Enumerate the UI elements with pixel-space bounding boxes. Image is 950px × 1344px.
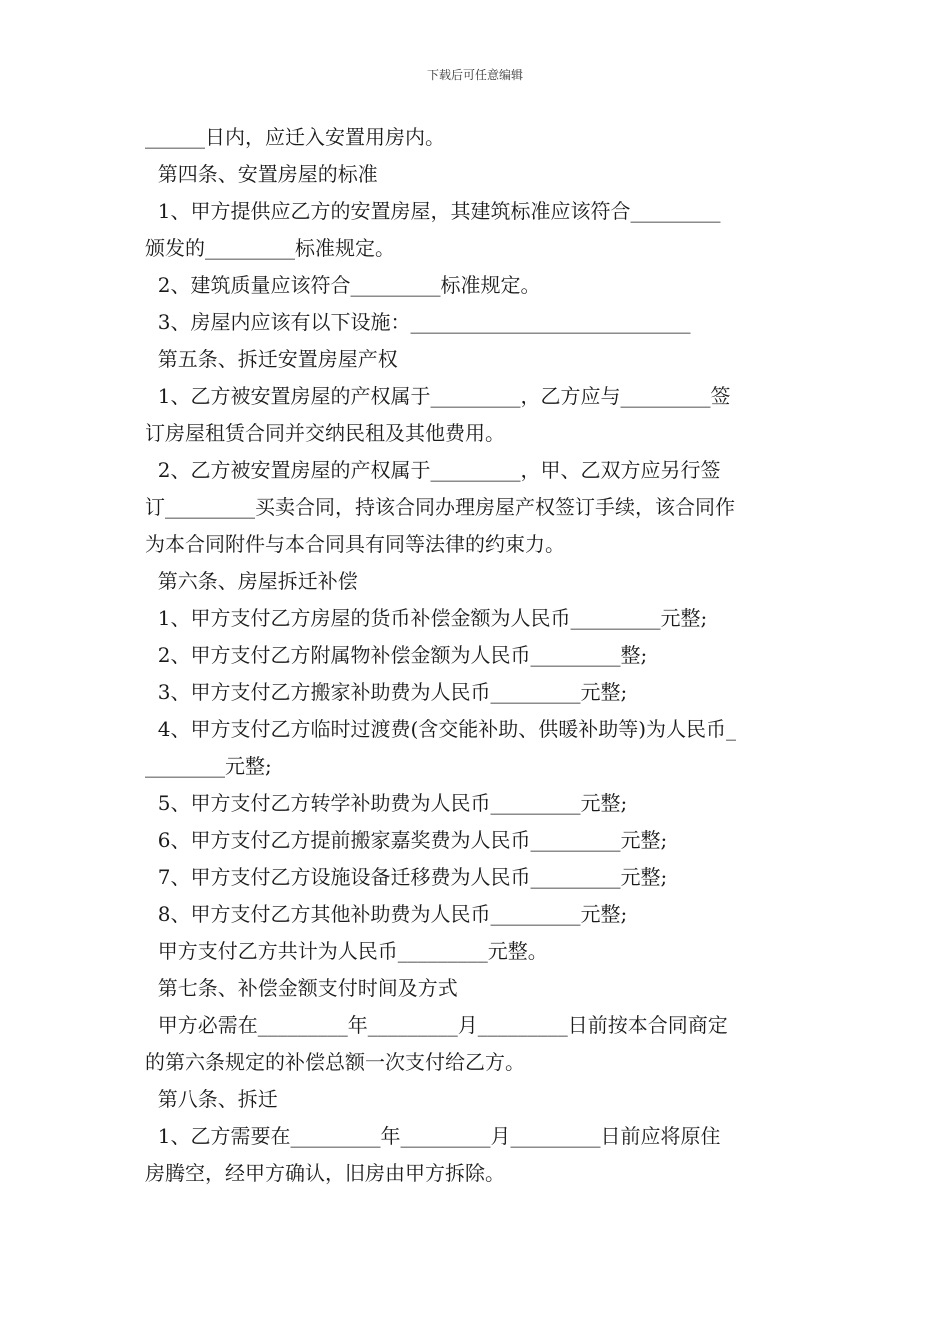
text-line: 6、甲方支付乙方提前搬家嘉奖费为人民币_________元整; — [145, 828, 668, 852]
text-line: 的第六条规定的补偿总额一次支付给乙方。 — [145, 1050, 525, 1074]
text-line: 订房屋租赁合同并交纳民租及其他费用。 — [145, 421, 505, 445]
text-line: 颁发的_________标准规定。 — [145, 236, 395, 260]
section-heading: 第八条、拆迁 — [145, 1087, 278, 1111]
text-line: 房腾空，经甲方确认，旧房由甲方拆除。 — [145, 1161, 505, 1185]
text-line: 订_________买卖合同，持该合同办理房屋产权签订手续，该合同作 — [145, 495, 735, 519]
text-line: 甲方必需在_________年_________月_________日前按本合同商定 — [145, 1013, 728, 1037]
text-line: 3、房屋内应该有以下设施：____________________________ — [145, 310, 691, 334]
text-line: 5、甲方支付乙方转学补助费为人民币_________元整; — [145, 791, 628, 815]
text-line: 2、乙方被安置房屋的产权属于_________，甲、乙双方应另行签 — [145, 458, 721, 482]
text-line: ________元整; — [145, 754, 272, 778]
text-line: 7、甲方支付乙方设施设备迁移费为人民币_________元整; — [145, 865, 668, 889]
text-line: 1、乙方需要在_________年_________月_________日前应将原住 — [145, 1124, 721, 1148]
text-line: 2、建筑质量应该符合_________标准规定。 — [145, 273, 541, 297]
section-heading: 第五条、拆迁安置房屋产权 — [145, 347, 398, 371]
text-line: 甲方支付乙方共计为人民币_________元整。 — [145, 939, 548, 963]
page-header: 下载后可任意编辑 — [426, 68, 523, 82]
section-heading: 第四条、安置房屋的标准 — [145, 162, 378, 186]
section-heading: 第七条、补偿金额支付时间及方式 — [145, 976, 458, 1000]
text-line: 1、乙方被安置房屋的产权属于_________，乙方应与_________签 — [145, 384, 731, 408]
text-line: ______日内，应迁入安置用房内。 — [145, 125, 445, 149]
text-line: 1、甲方支付乙方房屋的货币补偿金额为人民币_________元整; — [145, 606, 708, 630]
text-line: 4、甲方支付乙方临时过渡费(含交能补助、供暖补助等)为人民币_ — [145, 717, 737, 741]
text-line: 为本合同附件与本合同具有同等法律的约束力。 — [145, 532, 565, 556]
text-line: 3、甲方支付乙方搬家补助费为人民币_________元整; — [145, 680, 628, 704]
text-line: 1、甲方提供应乙方的安置房屋，其建筑标准应该符合_________ — [145, 199, 721, 223]
text-line: 8、甲方支付乙方其他补助费为人民币_________元整; — [145, 902, 628, 926]
section-heading: 第六条、房屋拆迁补偿 — [145, 569, 358, 593]
text-line: 2、甲方支付乙方附属物补偿金额为人民币_________整; — [145, 643, 648, 667]
contract-body — [145, 119, 807, 1192]
